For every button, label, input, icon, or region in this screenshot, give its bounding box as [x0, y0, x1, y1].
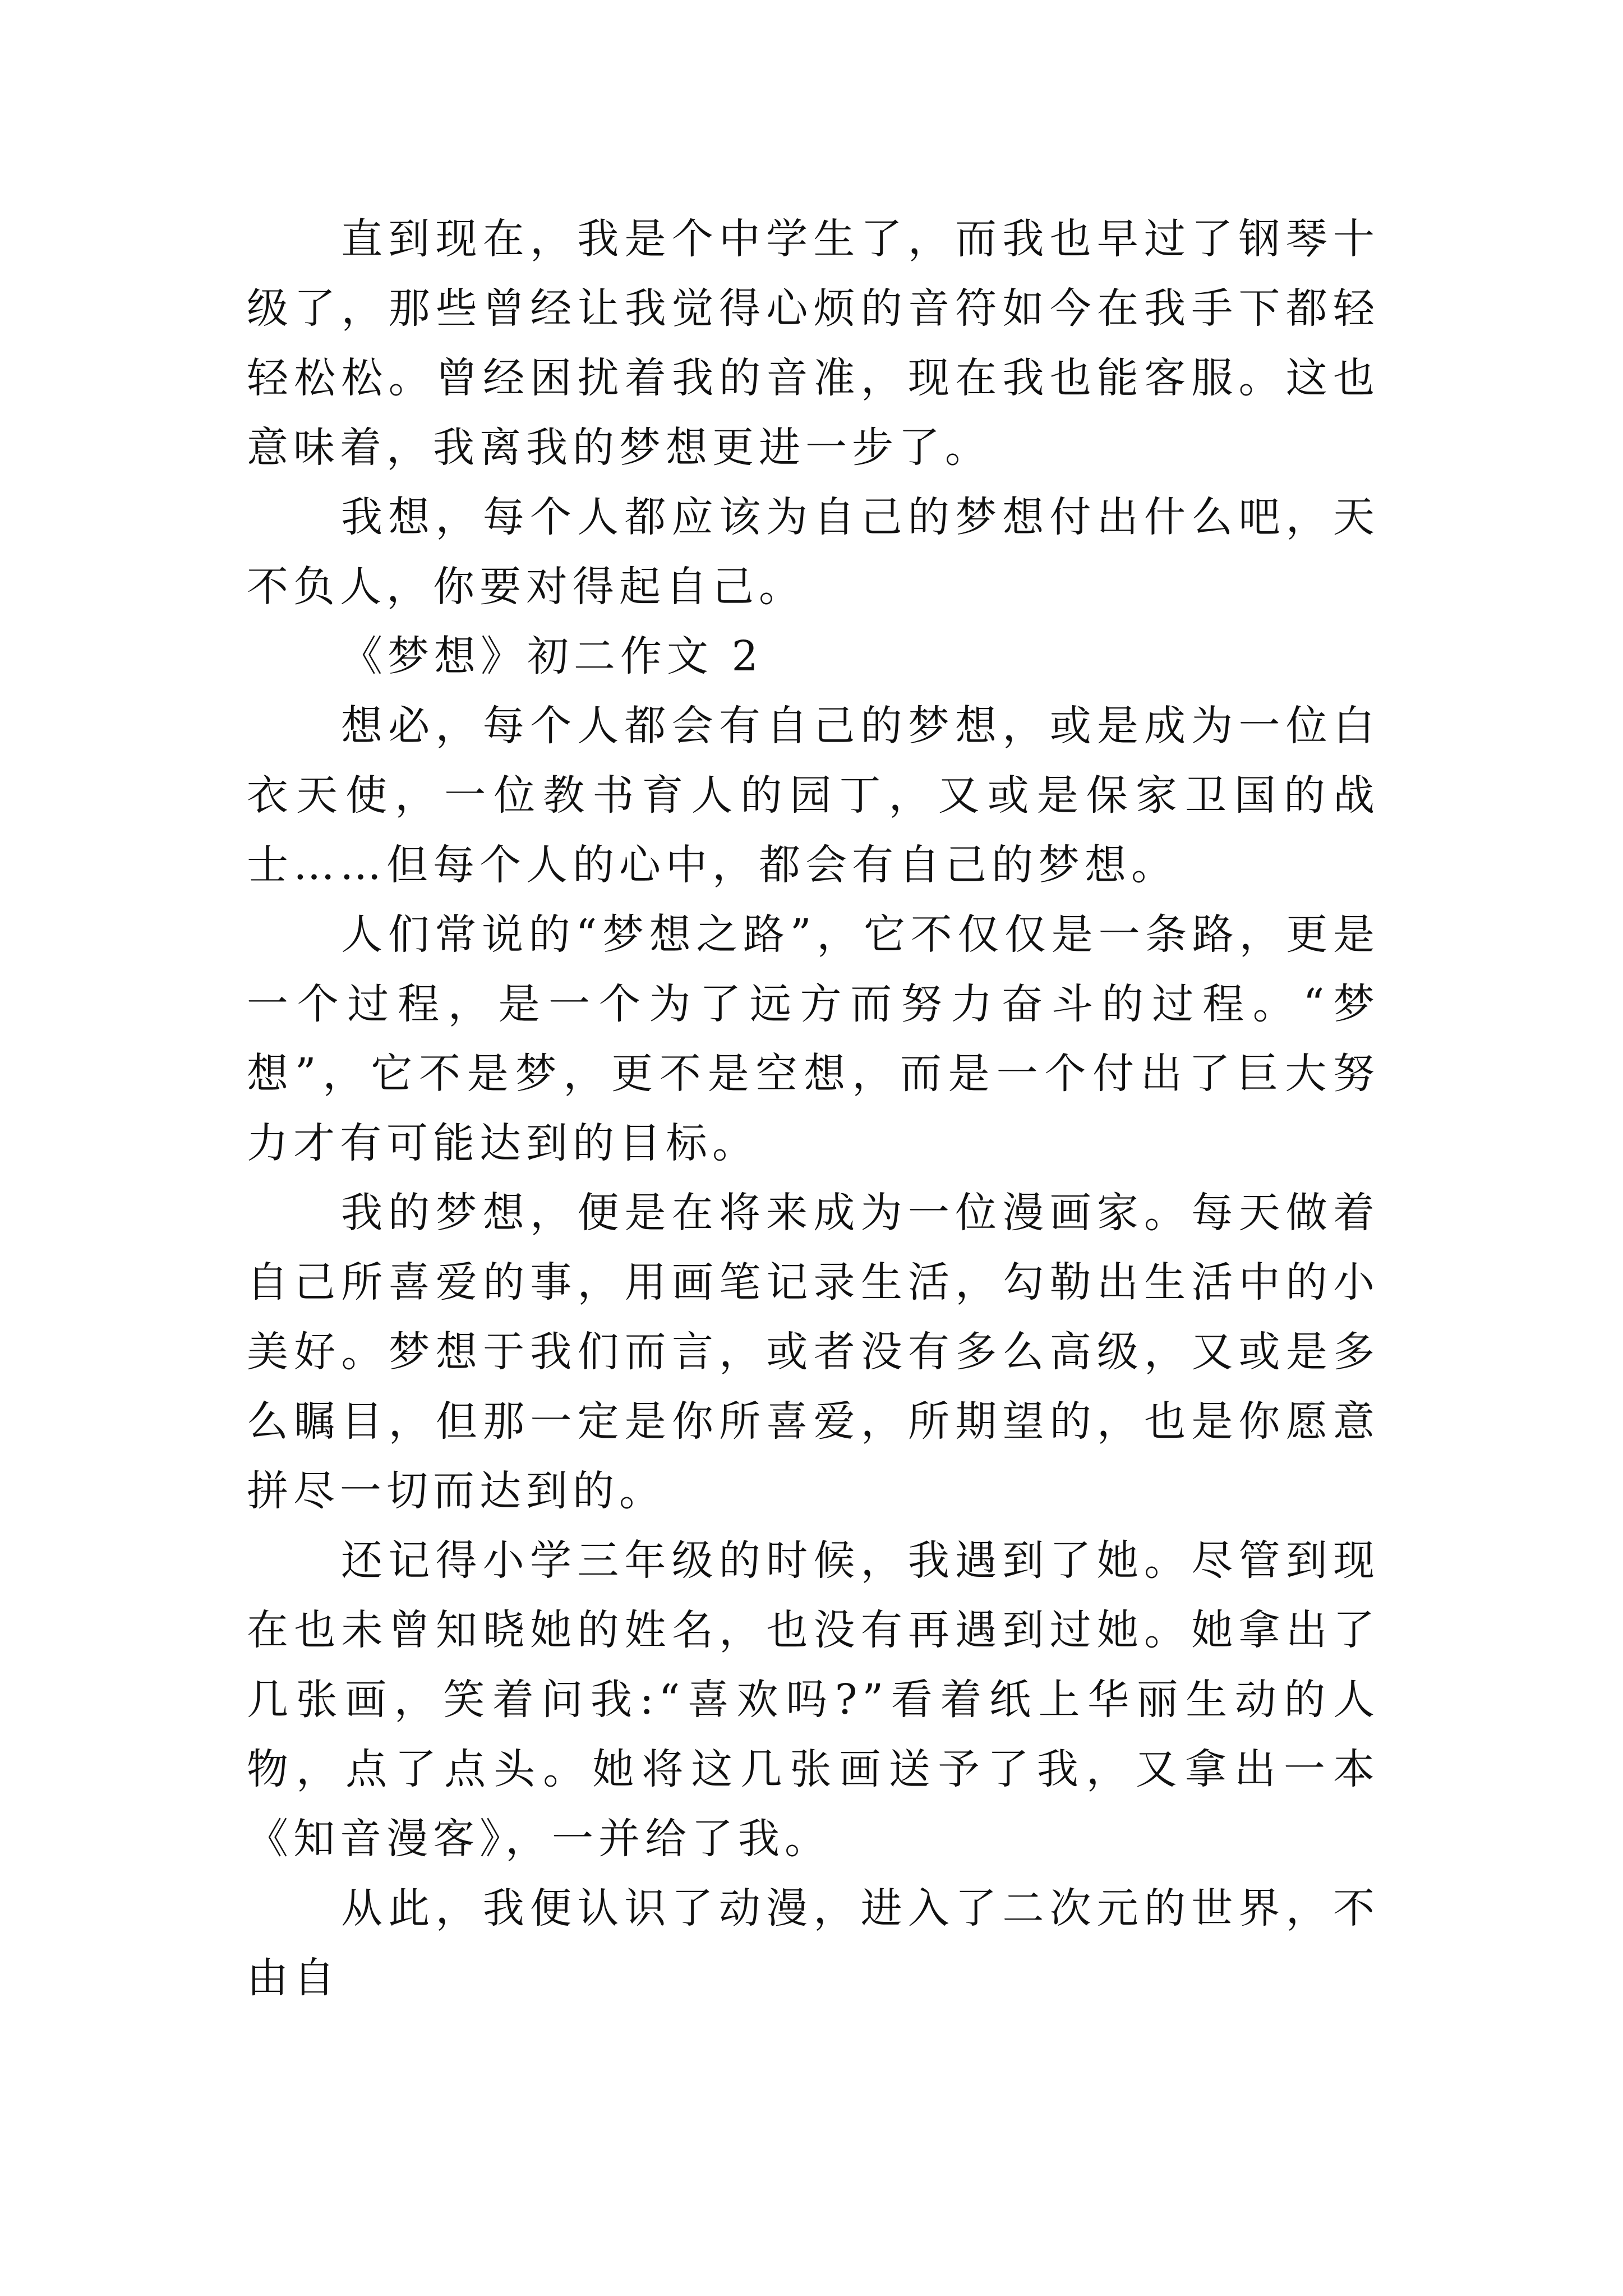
- paragraph: 想必，每个人都会有自己的梦想，或是成为一位白衣天使，一位教书育人的园丁，又或是保家卫国的战士……但每个人的心中，都会有自己的梦想。: [247, 702, 1380, 889]
- paragraph: 直到现在，我是个中学生了，而我也早过了钢琴十级了，那些曾经让我觉得心烦的音符如今在我手下都轻轻松松。曾经困扰着我的音准，现在我也能客服。这也意味着，我离我的梦想更进一步了。: [247, 215, 1380, 472]
- paragraph: 我的梦想，便是在将来成为一位漫画家。每天做着自己所喜爱的事，用画笔记录生活，勾勒出生活中的小美好。梦想于我们而言，或者没有多么高级，又或是多么瞩目，但那一定是你所喜爱，所期望的，也是你愿意拼尽一切而达到的。: [247, 1189, 1380, 1515]
- paragraph: 还记得小学三年级的时候，我遇到了她。尽管到现在也未曾知晓她的姓名，也没有再遇到过她。她拿出了几张画，笑着问我:“喜欢吗?”看着纸上华丽生动的人物，点了点头。她将这几张画送予了我，又拿出一本《知音漫客》，一并给了我。: [247, 1536, 1380, 1863]
- document-page: [247, 204, 1380, 2013]
- essay-heading: 《梦想》初二作文 2: [341, 632, 763, 680]
- paragraph: 从此，我便认识了动漫，进入了二次元的世界，不由自: [247, 1884, 1380, 2002]
- paragraph: 我想，每个人都应该为自己的梦想付出什么吧，天不负人，你要对得起自己。: [247, 493, 1380, 611]
- paragraph: 人们常说的“梦想之路”，它不仅仅是一条路，更是一个过程，是一个为了远方而努力奋斗的过程。“梦想”，它不是梦，更不是空想，而是一个付出了巨大努力才有可能达到的目标。: [247, 910, 1380, 1167]
